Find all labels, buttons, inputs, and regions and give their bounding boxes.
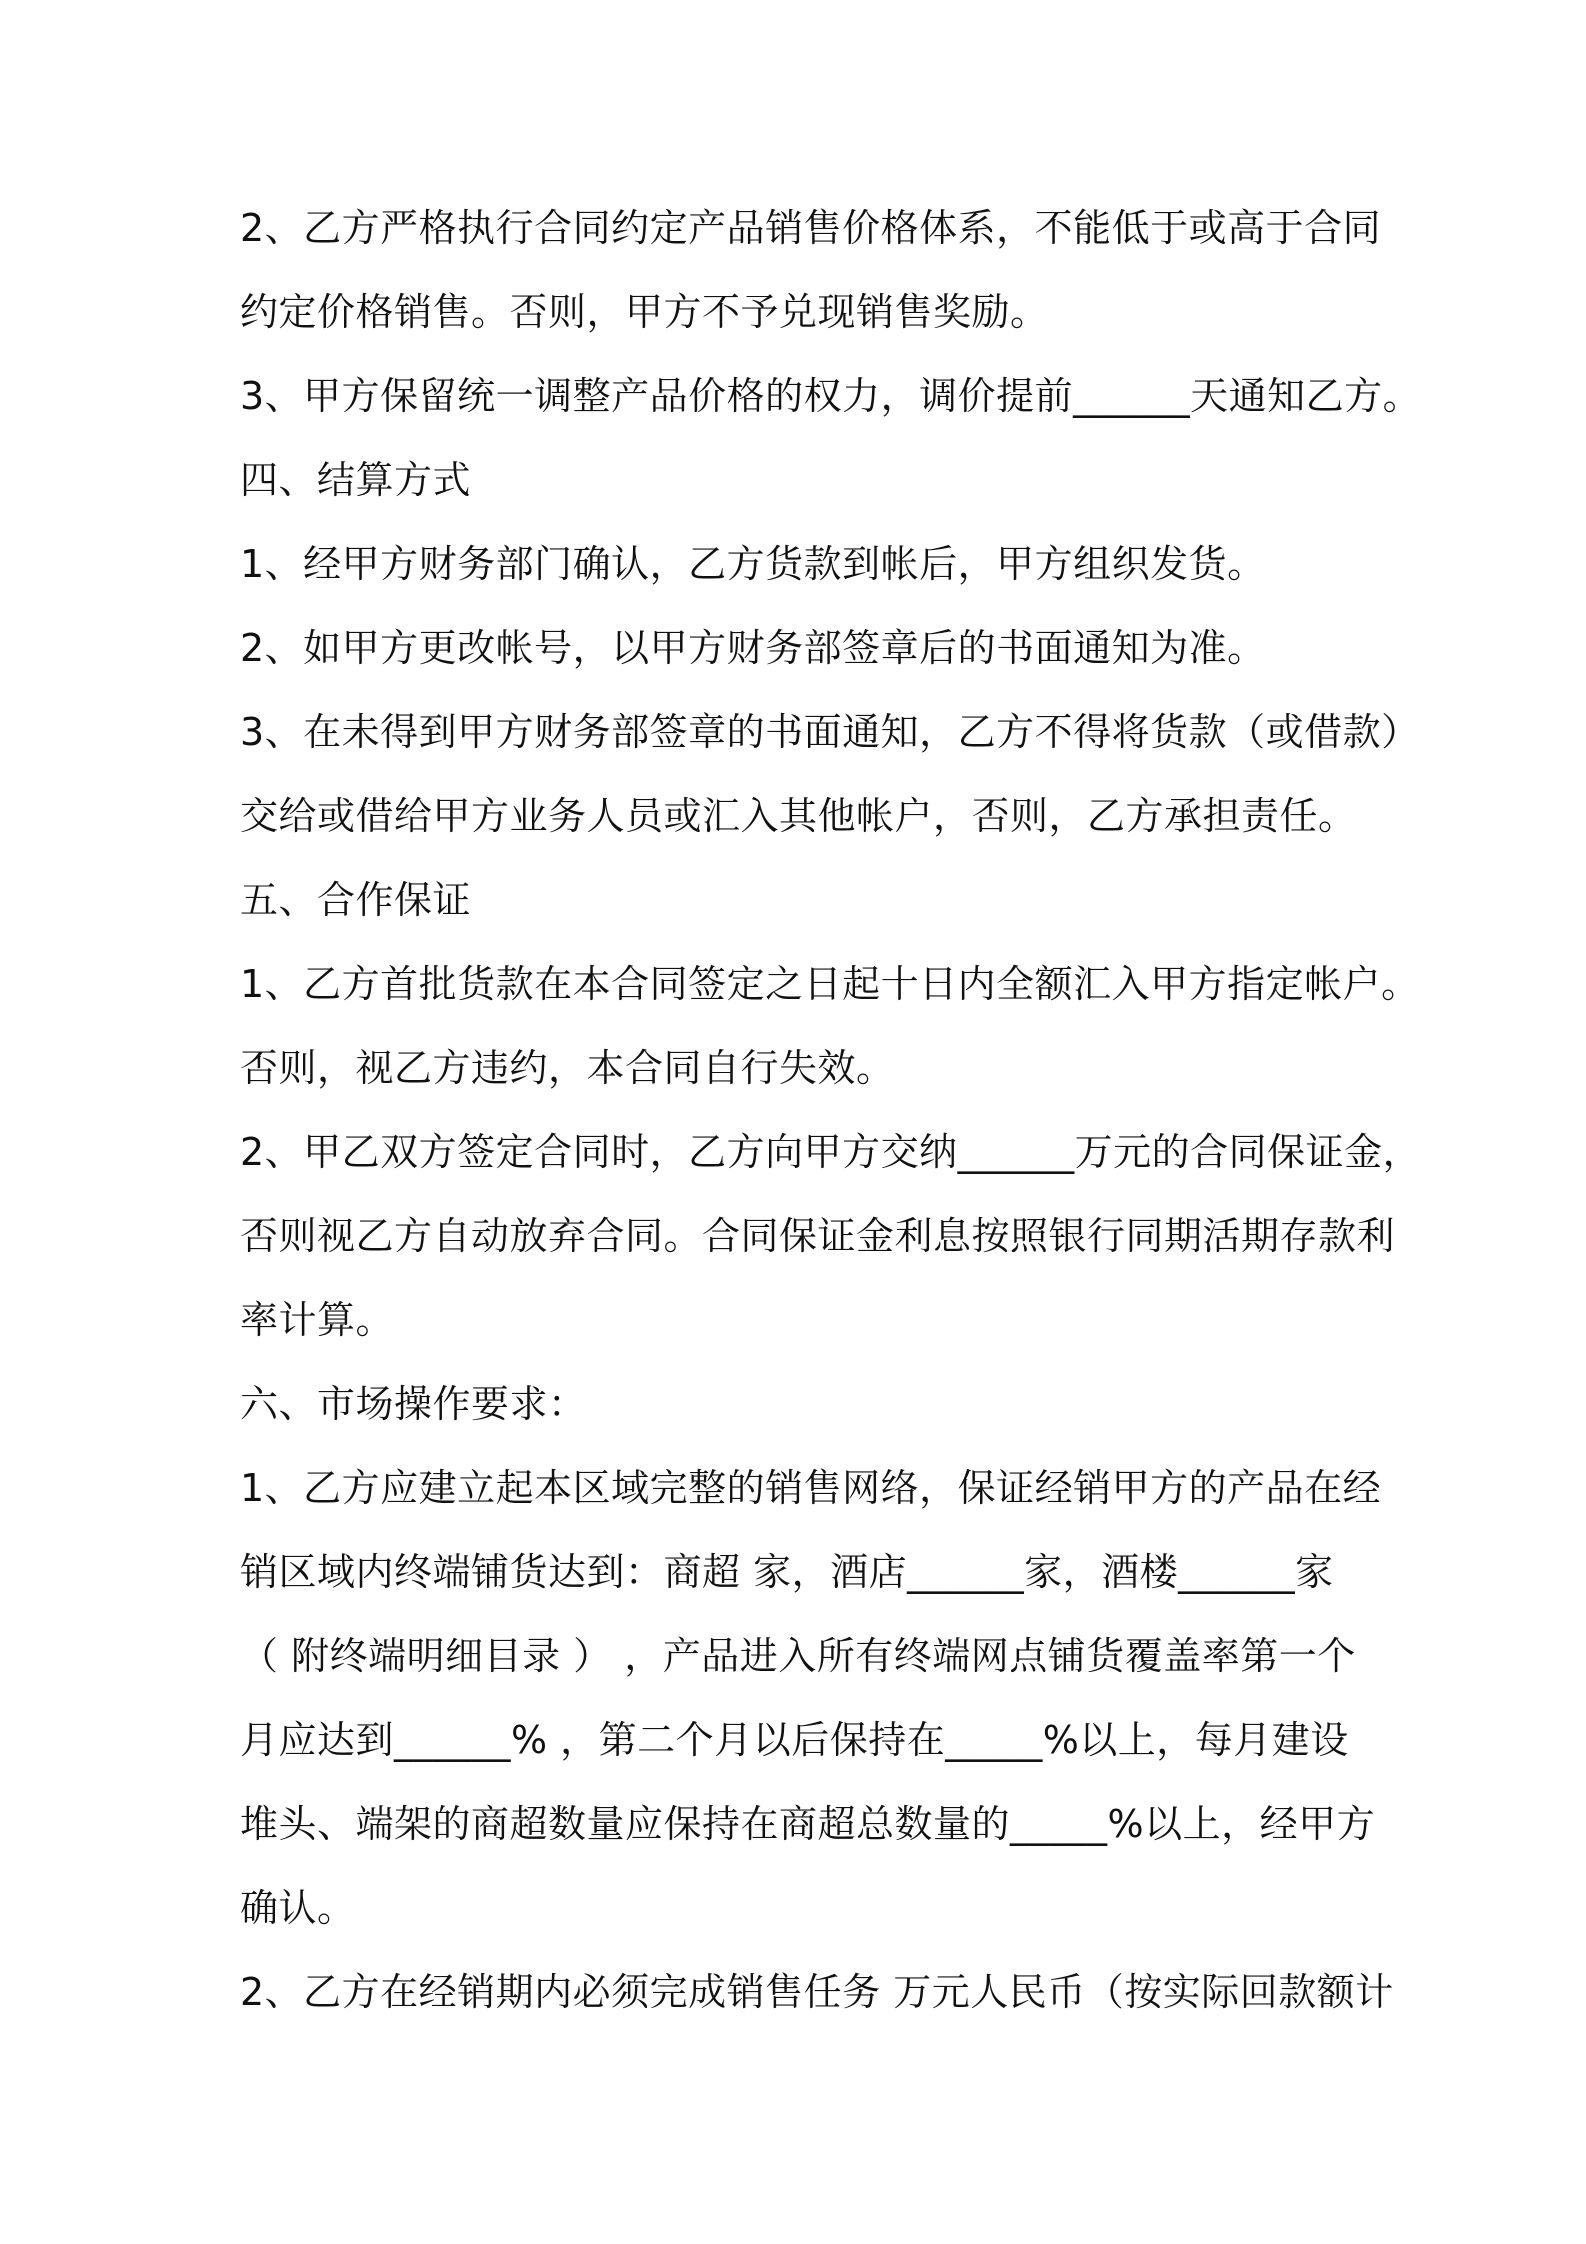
text-line: 3、在未得到甲方财务部签章的书面通知，乙方不得将货款（或借款） [240,710,1420,754]
text-line: 销区域内终端铺货达到：商超 家，酒店______家，酒楼______家 [240,1550,1334,1594]
text-line: 率计算。 [240,1298,395,1342]
text-line: 1、乙方首批货款在本合同签定之日起十日内全额汇入甲方指定帐户。 [240,962,1420,1006]
text-line: 否则视乙方自动放弃合同。合同保证金利息按照银行同期活期存款利 [240,1214,1396,1258]
text-line: 2、如甲方更改帐号，以甲方财务部签章后的书面通知为准。 [240,626,1266,670]
text-line: 2、乙方在经销期内必须完成销售任务 万元人民币（按实际回款额计 [240,1970,1394,2014]
text-line: （ 附终端明细目录 ） ，产品进入所有终端网点铺货覆盖率第一个 [240,1634,1356,1678]
text-line: 否则，视乙方违约，本合同自行失效。 [240,1046,895,1090]
text-line: 1、经甲方财务部门确认，乙方货款到帐后，甲方组织发货。 [240,542,1266,586]
text-line: 2、乙方严格执行合同约定产品销售价格体系，不能低于或高于合同 [240,206,1382,250]
text-line: 1、乙方应建立起本区域完整的销售网络，保证经销甲方的产品在经 [240,1466,1382,1510]
text-line: 堆头、端架的商超数量应保持在商超总数量的_____%以上，经甲方 [240,1802,1376,1846]
text-line: 月应达到______% ，第二个月以后保持在_____%以上，每月建设 [240,1718,1349,1762]
section-heading: 六、市场操作要求： [240,1382,587,1426]
text-line: 交给或借给甲方业务人员或汇入其他帐户，否则，乙方承担责任。 [240,794,1357,838]
text-line: 约定价格销售。否则，甲方不予兑现销售奖励。 [240,290,1049,334]
text-line: 2、甲乙双方签定合同时，乙方向甲方交纳______万元的合同保证金， [240,1130,1422,1174]
section-heading: 五、合作保证 [240,878,472,922]
text-line: 确认。 [240,1886,356,1930]
text-line: 3、甲方保留统一调整产品价格的权力，调价提前______天通知乙方。 [240,374,1422,418]
section-heading: 四、结算方式 [240,458,472,502]
